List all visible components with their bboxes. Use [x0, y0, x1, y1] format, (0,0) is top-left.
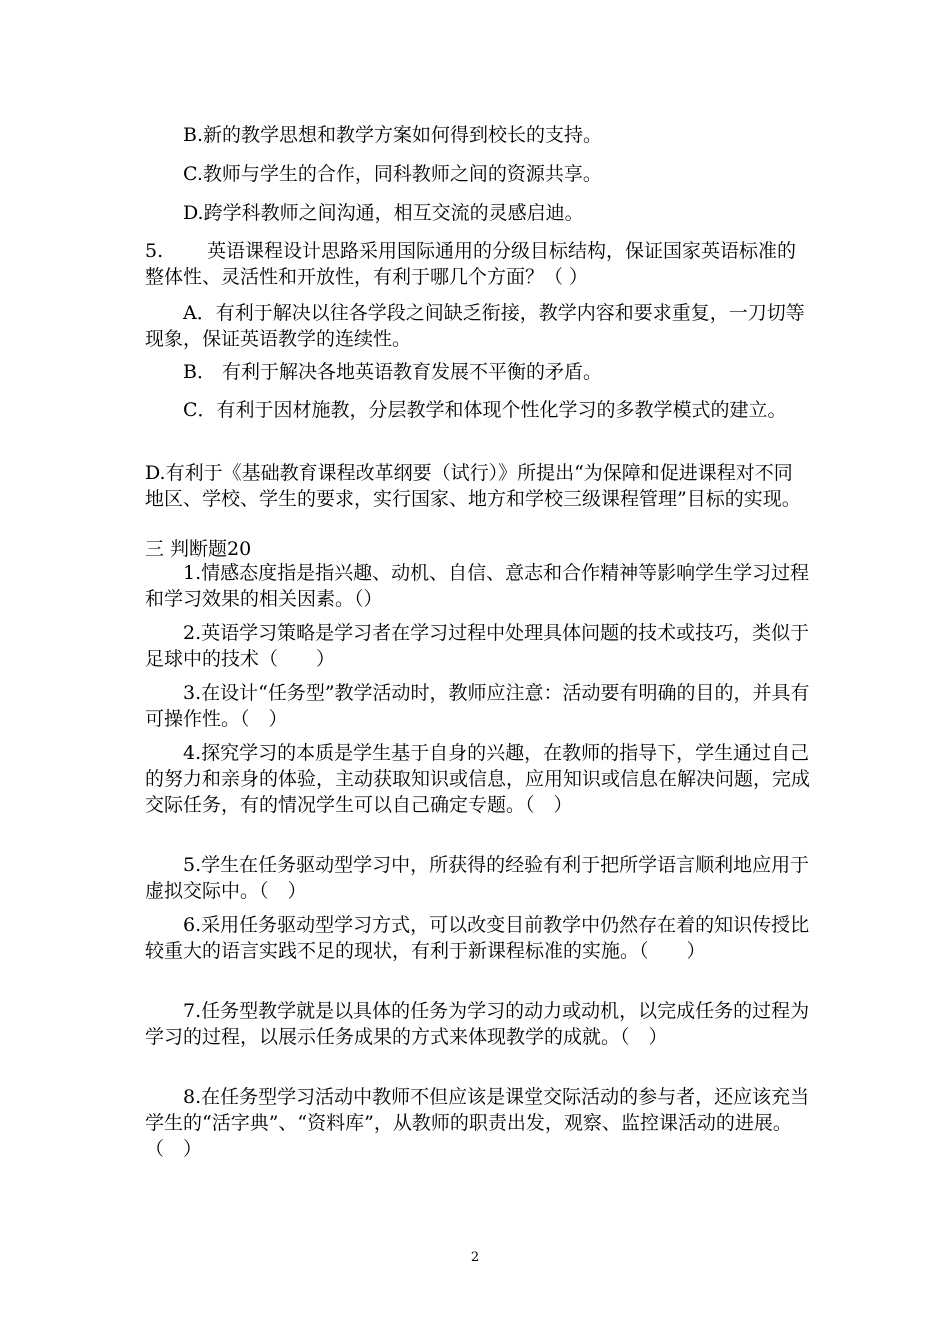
- q5-option-a: A．有利于解决以往各学段之间缺乏衔接，教学内容和要求重复，一刀切等现象，保证英语教学的连续性。: [145, 302, 805, 350]
- judgment-item-3: 3.在设计“任务型”教学活动时，教师应注意：活动要有明确的目的，并具有可操作性。（ ）: [145, 682, 810, 730]
- judgment-item-5: 5.学生在任务驱动型学习中，所获得的经验有利于把所学语言顺利地应用于虚拟交际中。（ ）: [145, 854, 810, 902]
- q5-option-b: B． 有利于解决各地英语教育发展不平衡的矛盾。: [183, 361, 603, 383]
- q5-number: 5.: [145, 240, 164, 262]
- page-number: 2: [470, 1250, 480, 1265]
- judgment-item-6: 6.采用任务驱动型学习方式，可以改变目前教学中仍然存在着的知识传授比较重大的语言实践不足的现状，有利于新课程标准的实施。（ ）: [145, 914, 810, 962]
- judgment-item-7: 7.任务型教学就是以具体的任务为学习的动力或动机，以完成任务的过程为学习的过程，以展示任务成果的方式来体现教学的成就。（ ）: [145, 1000, 810, 1048]
- q5-option-d: D.有利于《基础教育课程改革纲要（试行）》所提出“为保障和促进课程对不同地区、学校、学生的要求，实行国家、地方和学校三级课程管理”目标的实现。: [145, 462, 801, 510]
- section-heading: 三 判断题20: [145, 538, 252, 560]
- judgment-item-1: 1.情感态度指是指兴趣、动机、自信、意志和合作精神等影响学生学习过程和学习效果的相关因素。（）: [145, 562, 810, 610]
- judgment-item-8: 8.在任务型学习活动中教师不但应该是课堂交际活动的参与者，还应该充当学生的“活字典”、“资料库”，从教师的职责出发，观察、监控课活动的进展。（ ）: [145, 1086, 810, 1160]
- q4-option-d: D.跨学科教师之间沟通，相互交流的灵感启迪。: [183, 202, 584, 224]
- q4-option-c: C.教师与学生的合作，同科教师之间的资源共享。: [183, 163, 602, 185]
- judgment-item-2: 2.英语学习策略是学习者在学习过程中处理具体问题的技术或技巧，类似于足球中的技术（ ）: [145, 622, 810, 670]
- q5-stem-paragraph: [145, 238, 810, 290]
- judgment-item-4: 4.探究学习的本质是学生基于自身的兴趣，在教师的指导下，学生通过自己的努力和亲身的体验，主动获取知识或信息，应用知识或信息在解决问题，完成交际任务，有的情况学生可以自己确定专题。（ ）: [145, 742, 811, 816]
- q4-option-b: B.新的教学思想和教学方案如何得到校长的支持。: [183, 124, 603, 146]
- q5-stem: 英语课程设计思路采用国际通用的分级目标结构，保证国家英语标准的整体性、灵活性和开放性，有利于哪几个方面？（ ）: [145, 240, 797, 288]
- q5-option-c: C．有利于因材施教，分层教学和体现个性化学习的多教学模式的建立。: [183, 399, 787, 421]
